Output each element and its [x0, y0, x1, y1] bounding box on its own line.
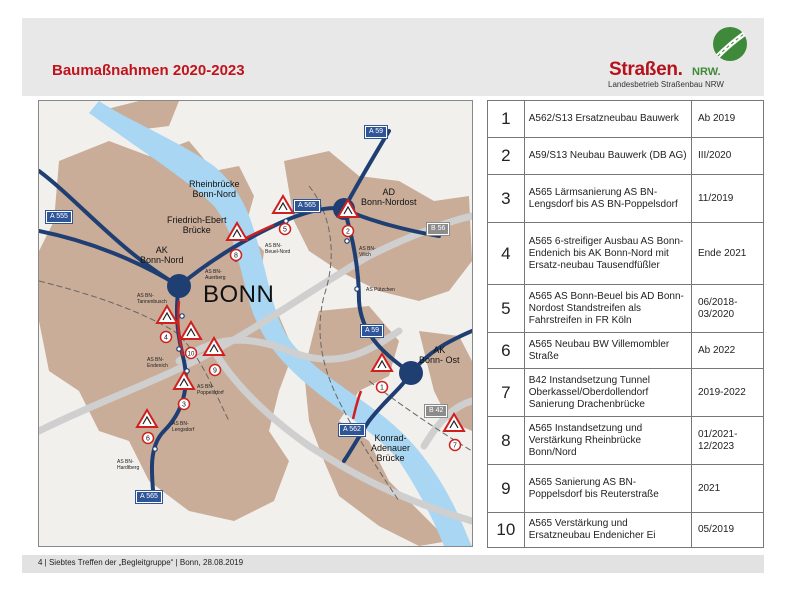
project-description: A565 Sanierung AS BN-Poppelsdorf bis Reuterstraße	[524, 465, 691, 513]
project-date: 2021	[691, 465, 763, 513]
marker-number: 4	[164, 334, 168, 342]
junction-label-poppelsdorf: AS BN- Poppelsdorf	[197, 384, 224, 396]
marker-number: 1	[380, 384, 384, 392]
place-label-ak-bonn-nord: AK Bonn-Nord	[140, 245, 184, 265]
table-row	[488, 285, 764, 333]
junction-label-endenich: AS BN- Endenich	[147, 357, 168, 369]
junction-dot	[180, 314, 184, 318]
project-date: 2019-2022	[691, 369, 763, 417]
project-date: Ab 2022	[691, 333, 763, 369]
place-label-ak-bonn-ost: AK Bonn- Ost	[419, 345, 460, 365]
place-label-rheinbruecke: Rheinbrücke Bonn-Nord	[189, 179, 240, 199]
project-description: A562/S13 Ersatzneubau Bauwerk	[524, 101, 691, 138]
marker-number: 10	[187, 351, 195, 358]
project-number: 3	[488, 175, 525, 223]
road-shield-a562: A 562	[339, 424, 365, 436]
project-date: 05/2019	[691, 513, 763, 548]
table-row	[488, 333, 764, 369]
junction-label-vilich: AS BN- Vilich	[359, 246, 376, 258]
road-shield-a59-top: A 59	[365, 126, 387, 138]
road-shield-b42: B 42	[425, 405, 447, 417]
table-row	[488, 223, 764, 285]
table-row	[488, 175, 764, 223]
junction-dot	[284, 219, 288, 223]
project-number: 6	[488, 333, 525, 369]
road-shield-a59-mid: A 59	[361, 325, 383, 337]
project-description: B42 Instandsetzung Tunnel Oberkassel/Oberdollendorf Sanierung Drachenbrücke	[524, 369, 691, 417]
table-row	[488, 101, 764, 138]
project-description: A565 AS Bonn-Beuel bis AD Bonn-Nordost Standstreifen als Fahrstreifen in FR Köln	[524, 285, 691, 333]
project-description: A565 Neubau BW Villemombler Straße	[524, 333, 691, 369]
project-number: 10	[488, 513, 525, 548]
marker-number: 5	[283, 226, 287, 234]
junction-dot	[355, 287, 359, 291]
junction-dot	[153, 447, 157, 451]
project-number: 5	[488, 285, 525, 333]
table-row	[488, 369, 764, 417]
project-date: Ende 2021	[691, 223, 763, 285]
project-description: A565 6-streifiger Ausbau AS Bonn-Endenich bis AK Bonn-Nord mit Ersatz-neubau Tausendfüßler	[524, 223, 691, 285]
project-number: 4	[488, 223, 525, 285]
city-label: BONN	[203, 281, 275, 308]
project-date: 06/2018-03/2020	[691, 285, 763, 333]
marker-number: 3	[182, 401, 186, 409]
junction-label-puetzchen: AS Pützchen	[366, 287, 395, 293]
construction-map	[38, 100, 473, 547]
place-label-ad-bonn-nordost: AD Bonn-Nordost	[361, 187, 417, 207]
project-description: A565 Verstärkung und Ersatzneubau Endenicher Ei	[524, 513, 691, 548]
place-label-friedrich-ebert: Friedrich-Ebert Brücke	[167, 215, 227, 235]
junction-label-beuel-nord: AS BN- Beuel-Nord	[265, 243, 291, 255]
project-number: 1	[488, 101, 525, 138]
logo-wordmark: Straßen.	[609, 59, 683, 80]
project-number: 9	[488, 465, 525, 513]
junction-label-tannenbusch: AS BN- Tannenbusch	[137, 293, 167, 305]
project-description: A565 Instandsetzung und Verstärkung Rheinbrücke Bonn/Nord	[524, 417, 691, 465]
road-logo-icon	[712, 26, 748, 62]
marker-number: 6	[146, 435, 150, 443]
project-date: 11/2019	[691, 175, 763, 223]
place-label-konrad-adenauer: Konrad- Adenauer Brücke	[371, 433, 411, 463]
logo-nrw: NRW.	[692, 66, 721, 78]
road-shield-a555: A 555	[46, 211, 72, 223]
project-number: 2	[488, 138, 525, 175]
junction-label-hardtberg: AS BN- Hardtberg	[117, 459, 140, 471]
junction-dot	[345, 239, 349, 243]
logo-subtitle: Landesbetrieb Straßenbau NRW	[608, 80, 724, 89]
footer-text: 4 | Siebtes Treffen der „Begleitgruppe“ | Bonn, 28.08.2019	[38, 558, 244, 567]
marker-number: 7	[453, 442, 457, 450]
marker-number: 9	[213, 367, 217, 375]
projects-table	[487, 100, 764, 548]
junction-dot	[177, 347, 181, 351]
map-graphic	[39, 101, 472, 546]
slide-title: Baumaßnahmen 2020-2023	[52, 62, 245, 79]
table-row	[488, 513, 764, 548]
table-row	[488, 465, 764, 513]
marker-number: 8	[234, 252, 238, 260]
road-shield-a565-top: A 565	[294, 200, 320, 212]
road-shield-a565-bottom: A 565	[136, 491, 162, 503]
project-number: 7	[488, 369, 525, 417]
table-row	[488, 138, 764, 175]
project-date: 01/2021-12/2023	[691, 417, 763, 465]
project-description: A565 Lärmsanierung AS BN-Lengsdorf bis AS BN-Poppelsdorf	[524, 175, 691, 223]
project-date: III/2020	[691, 138, 763, 175]
junction-label-lengsdorf: AS BN- Lengsdorf	[172, 421, 195, 433]
project-number: 8	[488, 417, 525, 465]
road-shield-b56: B 56	[427, 223, 449, 235]
project-description: A59/S13 Neubau Bauwerk (DB AG)	[524, 138, 691, 175]
table-row	[488, 417, 764, 465]
marker-number: 2	[346, 228, 350, 236]
project-date: Ab 2019	[691, 101, 763, 138]
strassen-nrw-logo	[605, 26, 755, 90]
junction-label-auerberg: AS BN- Auerberg	[205, 269, 226, 281]
